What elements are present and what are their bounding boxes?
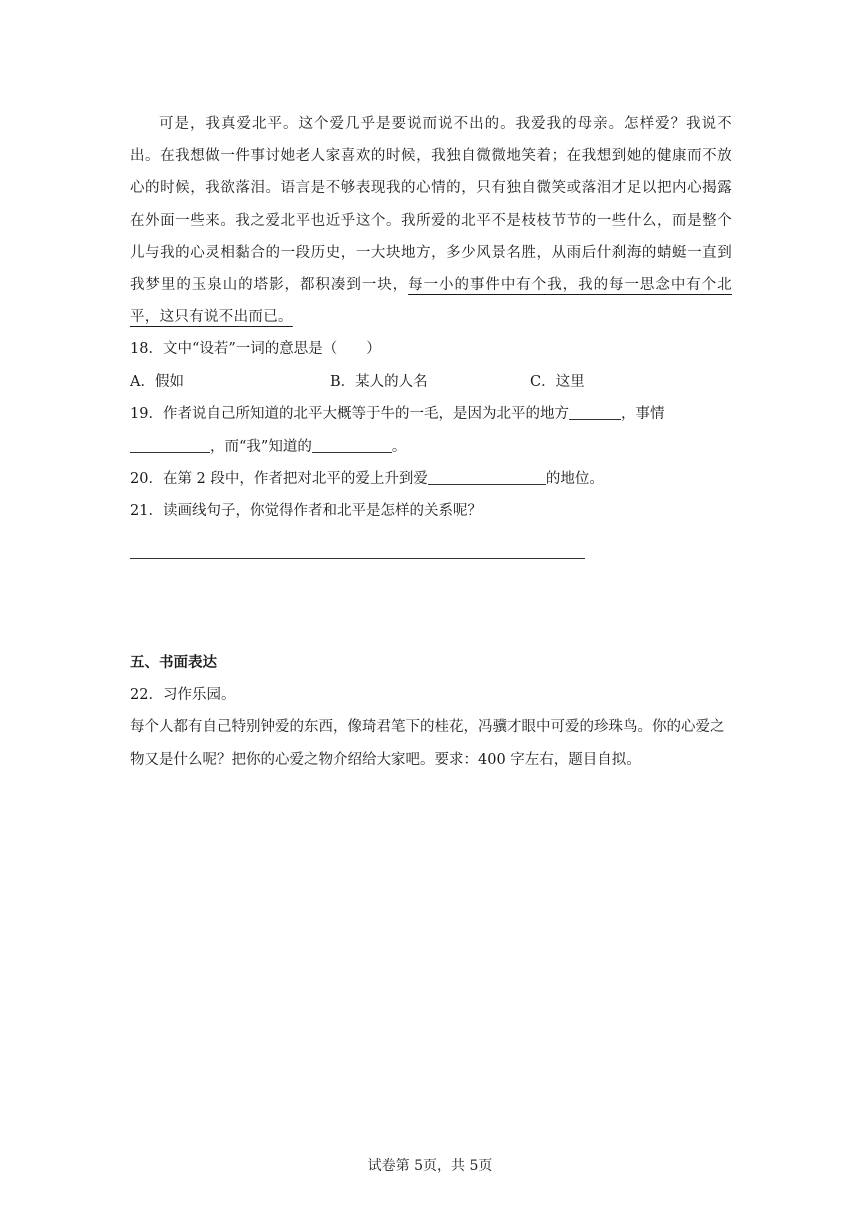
question-21: 21．读画线句子，你觉得作者和北平是怎样的关系呢？	[130, 503, 482, 520]
answer-blank[interactable]	[569, 405, 621, 421]
question-19-text-2: ，事情	[620, 406, 665, 423]
question-20	[130, 463, 732, 495]
page-footer: 试卷第 5页，共 5页	[367, 1158, 493, 1174]
question-20-text-2: 的地位。	[545, 471, 604, 488]
question-18-options	[130, 366, 732, 398]
passage-text: 可是，我真爱北平。这个爱几乎是要说而说不出的。我爱我的母亲。怎样爱？我说不出。在我想做一件事讨她老人家喜欢的时候，我独自微微地笑着；在我想到她的健康而不放心的时候，我欲落泪。语言是不够表现我的心情的，只有独自微笑或落泪才足以把内心揭露在外面一些来。我之爱北平也近乎这个。我所爱的北平不是枝枝节节的一些什么，而是整个儿与我的心灵相黏合的一段历史，一大块地方，多少风景名胜，从雨后什刹海的蜻蜓一直到我梦里的玉泉山的塔影，都积凑到一块，	[130, 116, 732, 294]
question-20-text-1: 20．在第 2 段中，作者把对北平的爱上升到爱	[130, 471, 428, 488]
underlined-sentence: 每一小的事件中有个我，我的每一思念中有个北平，这只有说不出而已。	[130, 277, 732, 326]
question-22-body: 每个人都有自己特别钟爱的东西，像琦君笔下的桂花，冯骥才眼中可爱的珍珠鸟。你的心爱之物又是什么呢？把你的心爱之物介绍给大家吧。要求：400 字左右，题目自拟。	[130, 719, 725, 768]
passage-paragraph	[130, 108, 732, 333]
option-a: A．假如	[130, 373, 184, 390]
question-19-text-1: 19．作者说自己所知道的北平大概等于牛的一毛，是因为北平的地方	[130, 406, 569, 423]
answer-blank[interactable]	[428, 470, 546, 486]
question-19-text-3: ，而“我”知道的	[210, 438, 312, 455]
question-19-text-4: 。	[391, 438, 407, 455]
section-title: 五、书面表达	[130, 654, 217, 671]
answer-line[interactable]	[130, 528, 585, 559]
answer-blank[interactable]	[312, 437, 392, 453]
exam-page	[130, 108, 732, 776]
option-b: B．某人的人名	[330, 373, 428, 390]
question-22-title: 22．习作乐园。	[130, 686, 236, 703]
reading-passage	[130, 108, 732, 333]
question-19	[130, 398, 732, 463]
option-c: C．这里	[530, 373, 585, 390]
answer-blank[interactable]	[130, 437, 210, 453]
question-18: 18．文中“设若”一词的意思是（ ）	[130, 341, 381, 358]
